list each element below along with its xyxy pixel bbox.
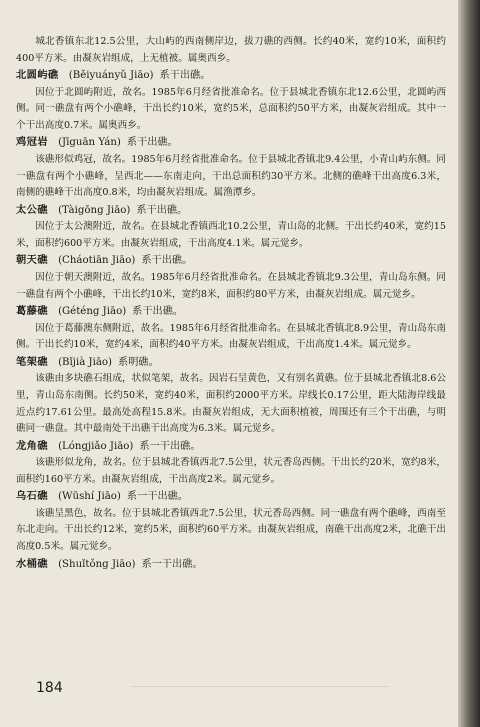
entry-heading [16, 303, 446, 321]
entry-name: 鸡冠岩 [16, 137, 49, 149]
entry-pinyin: (Lóngjiǎo Jiāo) [58, 440, 134, 452]
entry-heading [16, 202, 446, 220]
entry-text: 因位于北圆屿附近，故名。1985年6月经省批准命名。位于县城北香镇东北12.6公里，北圆屿西侧。同一礁盘有两个小礁峰，干出长约10米，宽约5米，总面积约50平方米，由凝灰岩组成。其中一个干出高度0.7米。属奥西乡。 [16, 86, 446, 131]
entry-beiyuanyu [16, 67, 446, 134]
book-gutter-shadow [458, 0, 480, 727]
entry-name: 北圆屿礁 [16, 70, 59, 82]
entry-geteng [16, 303, 446, 354]
entry-name: 朝天礁 [16, 255, 49, 267]
entry-pinyin: (Géténg Jiāo) [58, 306, 127, 318]
entry-jiguanyan [16, 134, 446, 201]
entry-heading [16, 134, 446, 152]
entry-type: 系干出礁。 [159, 70, 211, 82]
entry-name: 龙角礁 [16, 440, 49, 452]
entry-name: 笔架礁 [16, 356, 49, 368]
entry-type: 系明礁。 [118, 356, 159, 368]
entry-heading [16, 354, 446, 372]
entry-text: 该礁形似鸡冠，故名。1985年6月经省批准命名。位于县城北香镇北9.4公里，小青山屿东侧。同一礁盘有两个小礁峰，呈西北——东南走向，干出总面积约30平方米。北侧的礁峰干出高度6.3米，南侧的礁峰干出高度0.8米，均由凝灰岩组成。属渔潭乡。 [16, 153, 446, 199]
entry-heading [16, 252, 446, 270]
entry-text: 该礁呈黑色，故名。位于县城北香镇西北7.5公里，状元香岛西侧。同一礁盘有两个礁峰，西南至东北走向。干出长约12米，宽约5米，面积约60平方米。由凝灰岩组成，南礁干出高度2米，北礁干出高度0.5米。属元觉乡。 [16, 507, 446, 553]
entry-bijia [16, 354, 446, 438]
entry-type: 系一干出礁。 [139, 440, 201, 452]
entry-text: 因位于朝天澳附近，故名。1985年6月经省批准命名。在县城北香镇北9.3公里，青山岛东侧。同一礁盘有两个小礁峰，干出长约10米，宽约8米，面积约80平方米，由凝灰岩组成。属元觉乡。 [16, 271, 446, 300]
entry-heading [16, 67, 446, 85]
entry-type: 系一干出礁。 [126, 491, 189, 503]
entry-name: 葛藤礁 [16, 306, 49, 318]
entry-shuitong [16, 556, 446, 574]
page-number: 184 [36, 680, 63, 696]
entry-type: 系一干出礁。 [141, 558, 203, 570]
entry-heading [16, 488, 446, 506]
entry-heading [16, 438, 446, 456]
entry-wushi [16, 488, 446, 555]
entry-pinyin: (Tàigōng Jiāo) [58, 204, 131, 216]
entry-name: 乌石礁 [16, 491, 49, 503]
entry-pinyin: (Bǐjià Jiāo) [58, 356, 113, 368]
entry-text: 因位于葛藤澳东侧附近，故名。1985年6月经省批准命名。在县城北香镇北8.9公里，青山岛东南侧。干出长约10米，宽约4米，面积约40平方米。由凝灰岩组成，干出高度1.4米。属元觉乡。 [16, 322, 446, 351]
entry-type: 系干出礁。 [126, 137, 178, 149]
entry-name: 太公礁 [16, 204, 49, 216]
entry-pinyin: (Jīguān Yán) [58, 137, 121, 149]
entry-longjiao [16, 438, 446, 489]
entry-text: 因位于太公澳附近，故名。在县城北香镇西北10.2公里，青山岛的北侧。干出长约40米，宽约15米，面积约600平方米。由凝灰岩组成，干出高度4.1米。属元觉乡。 [16, 221, 446, 249]
entry-pinyin: (Cháotiān Jiāo) [58, 255, 136, 267]
entry-pinyin: (Shuǐtǒng Jiāo) [58, 558, 136, 570]
entry-type: 系干出礁。 [132, 306, 184, 318]
entry-pinyin: (Běiyuányǔ Jiāo) [68, 70, 154, 82]
entry-heading [16, 556, 446, 574]
bleed-through-line [130, 686, 390, 687]
entry-taigong [16, 202, 446, 253]
entry-text: 该礁由多块礁石组成，状似笔架，故名。因岩石呈黄色，又有别名黄礁。位于县城北香镇北8.6公里，青山岛东南侧。长约50米，宽约40米，面积约2000平方米。岸线长0.17公里，距大陆海岸线最近点约17.61公里。最高处高程15.8米。由凝灰岩组成，无大面积植被，周围还有三个干出礁，与明礁同一礁盘。其中最南处干出礁干出高度为6.3米。属元觉乡。 [16, 373, 446, 435]
intro-paragraph: 城北香镇东北12.5公里，大山屿的西南侧岸边，拔刀礁的西侧。长约40米，宽约10米，面积约400平方米。由凝灰岩组成，上无植被。属奥西乡。 [16, 36, 446, 64]
page-content [16, 34, 446, 573]
entry-name: 水桶礁 [16, 558, 49, 570]
entry-type: 系干出礁。 [136, 204, 188, 216]
entry-text: 该礁形似龙角，故名。位于县城北香镇西北7.5公里，状元香岛西侧。干出长约20米，宽约8米，面积约160平方米。由凝灰岩组成，干出高度2米。属元觉乡。 [16, 457, 446, 485]
entry-pinyin: (Wūshí Jiāo) [58, 491, 121, 503]
entry-chaotian [16, 252, 446, 303]
entry-type: 系干出礁。 [141, 255, 193, 267]
